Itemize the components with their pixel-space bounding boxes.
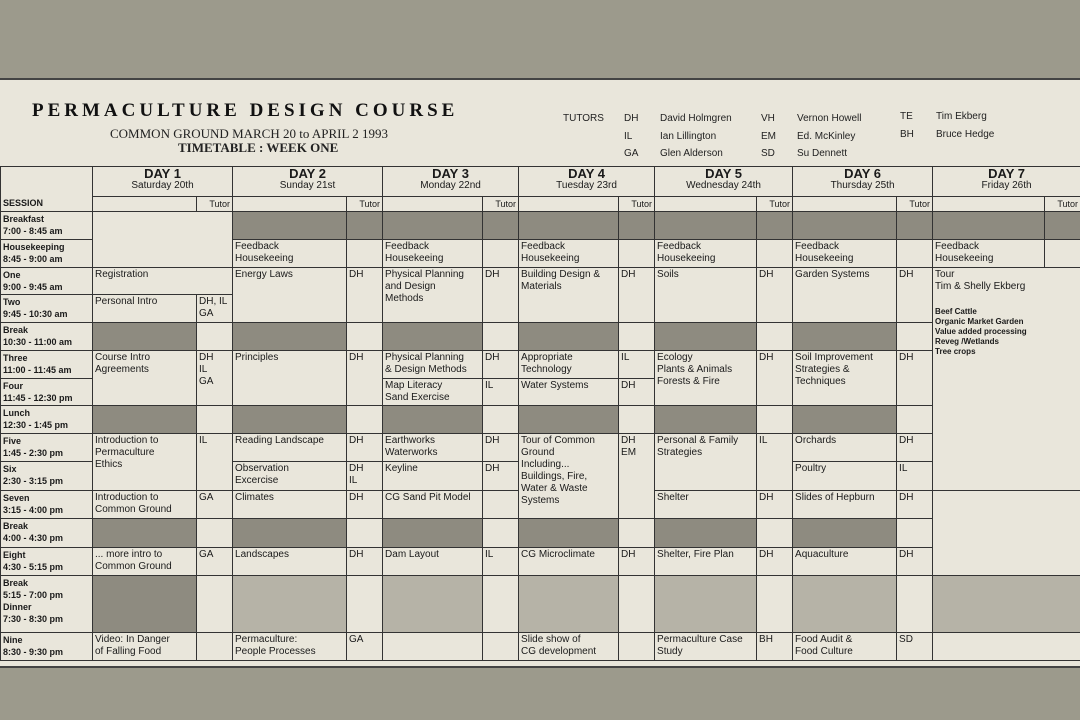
schedule-cell: Tour of Common Ground Including... Buildings, Fire, Water & Waste Systems [519,434,619,519]
schedule-cell: Feedback Housekeeing [519,240,619,268]
session-cell: Nine 8:30 - 9:30 pm [1,633,93,661]
tutor-cell: DH [483,351,519,379]
day-label: DAY 1 [144,166,181,181]
schedule-cell: Slides of Hepburn [793,490,897,518]
session-cell: Four 11:45 - 12:30 pm [1,379,93,406]
day-date: Friday 26th [981,180,1032,191]
tutor-entry: DH David Holmgren [624,113,732,124]
tutor-cell: IL [897,462,933,490]
tutor-cell: DH [897,490,933,518]
schedule-cell: Video: In Danger of Falling Food [93,633,197,661]
tutor-cell: DH IL [347,462,383,490]
schedule-cell: Shelter, Fire Plan [655,547,757,575]
schedule-cell: Introduction to Permaculture Ethics [93,434,197,491]
schedule-cell: Permaculture Case Study [655,633,757,661]
tutor-cell: DH [347,268,383,323]
day-header [655,167,793,197]
day-label: DAY 7 [988,166,1025,181]
day-date: Tuesday 23rd [556,180,617,191]
schedule-cell: Reading Landscape [233,434,347,462]
tour-cell [933,268,1080,491]
day-date: Thursday 25th [830,180,895,191]
day-date: Monday 22nd [420,180,481,191]
schedule-cell: Map Literacy Sand Exercise [383,379,483,406]
tutor-cell: DH [347,490,383,518]
day-date: Wednesday 24th [686,180,761,191]
schedule-cell: Food Audit & Food Culture [793,633,897,661]
schedule-cell: Personal & Family Strategies [655,434,757,491]
tour-list: Beef Cattle Organic Market Garden Value added processing Reveg /Wetlands Tree crops [935,307,1027,356]
day-label: DAY 3 [432,166,469,181]
day-label: DAY 2 [289,166,326,181]
tutor-cell: IL [483,547,519,575]
tutor-column-header: Tutor [347,197,383,212]
tutor-cell: GA [347,633,383,661]
day-header [933,167,1080,197]
schedule-cell: Poultry [793,462,897,490]
schedule-cell: ... more intro to Common Ground [93,547,197,575]
schedule-cell: Permaculture: People Processes [233,633,347,661]
timetable-grid [0,166,1080,661]
session-header: SESSION [1,167,93,212]
tutor-cell: DH [619,268,655,323]
tutor-cell: DH [483,268,519,323]
tutor-cell: DH [483,434,519,462]
tutor-cell: DH, IL GA [197,295,233,323]
day-label: DAY 6 [844,166,881,181]
tutor-entry: GA Glen Alderson [624,148,723,159]
tutor-entry: TE Tim Ekberg [900,111,987,122]
session-cell: Seven 3:15 - 4:00 pm [1,490,93,518]
session-cell: Five 1:45 - 2:30 pm [1,434,93,462]
schedule-cell: Garden Systems [793,268,897,323]
schedule-cell: Aquaculture [793,547,897,575]
schedule-cell: CG Microclimate [519,547,619,575]
tutor-cell: DH [897,547,933,575]
schedule-cell: Observation Excercise [233,462,347,490]
tutor-cell: DH [347,351,383,406]
session-cell: Break 10:30 - 11:00 am [1,323,93,351]
tutor-cell: DH [347,547,383,575]
tutor-cell: DH [897,351,933,406]
session-cell: Break 4:00 - 4:30 pm [1,519,93,547]
day-header [519,167,655,197]
session-cell: Break 5:15 - 7:00 pm Dinner 7:30 - 8:30 pm [1,576,93,633]
tutor-cell: DH IL GA [197,351,233,406]
day-date: Sunday 21st [279,180,336,191]
session-cell: Breakfast 7:00 - 8:45 am [1,212,93,240]
tutor-entry: VH Vernon Howell [761,113,862,124]
tutor-column-header: Tutor [483,197,519,212]
session-cell: Three 11:00 - 11:45 am [1,351,93,379]
schedule-cell: Keyline [383,462,483,490]
schedule-cell: Registration [93,268,233,295]
day-header [383,167,519,197]
tutor-column-header: Tutor [1045,197,1080,212]
tutor-cell: GA [197,547,233,575]
tutor-cell: IL [197,434,233,491]
session-cell: Six 2:30 - 3:15 pm [1,462,93,490]
tutor-column-header: Tutor [897,197,933,212]
schedule-cell: Dam Layout [383,547,483,575]
course-subtitle: COMMON GROUND MARCH 20 to APRIL 2 1993 [110,126,388,141]
tutor-entry: SD Su Dennett [761,148,848,159]
tutor-cell: DH [757,351,793,406]
tutor-cell: DH [757,547,793,575]
tutor-entry: EM Ed. McKinley [761,131,856,142]
schedule-cell: Climates [233,490,347,518]
tutor-cell: DH [483,462,519,490]
schedule-cell: Feedback Housekeeing [655,240,757,268]
schedule-cell: Feedback Housekeeing [383,240,483,268]
schedule-cell: Physical Planning & Design Methods [383,351,483,379]
timetable-sheet [0,78,1080,668]
session-cell: Housekeeping 8:45 - 9:00 am [1,240,93,268]
tutor-cell: DH [897,434,933,462]
tutor-cell: DH [757,268,793,323]
schedule-cell: Personal Intro [93,295,197,323]
schedule-cell: Slide show of CG development [519,633,619,661]
schedule-cell: Orchards [793,434,897,462]
tutor-entry: BH Bruce Hedge [900,129,995,140]
schedule-cell: Water Systems [519,379,619,406]
schedule-cell: Introduction to Common Ground [93,490,197,518]
tutor-cell: GA [197,490,233,518]
schedule-cell: Course Intro Agreements [93,351,197,406]
tour-title: Tour Tim & Shelly Ekberg [935,269,1026,292]
tutor-entry: IL Ian Lillington [624,131,717,142]
session-cell: Two 9:45 - 10:30 am [1,295,93,323]
schedule-cell: Shelter [655,490,757,518]
timetable-heading: TIMETABLE : WEEK ONE [178,140,339,155]
day-header [233,167,383,197]
tutor-cell: IL [483,379,519,406]
tutor-cell: SD [897,633,933,661]
day-header [793,167,933,197]
day-label: DAY 4 [568,166,605,181]
schedule-cell: Feedback Housekeeing [793,240,897,268]
tutors-label: TUTORS [563,113,604,124]
day-label: DAY 5 [705,166,742,181]
schedule-cell: Appropriate Technology [519,351,619,379]
tutor-cell: DH EM [619,434,655,519]
schedule-cell: CG Sand Pit Model [383,490,483,518]
session-cell: Lunch 12:30 - 1:45 pm [1,406,93,434]
day-header [93,167,233,197]
schedule-cell: Soil Improvement Strategies & Techniques [793,351,897,406]
tutor-cell: IL [619,351,655,379]
session-cell: Eight 4:30 - 5:15 pm [1,547,93,575]
schedule-cell: Earthworks Waterworks [383,434,483,462]
session-cell: One 9:00 - 9:45 am [1,268,93,295]
course-title: PERMACULTURE DESIGN COURSE [32,100,459,121]
schedule-cell: Principles [233,351,347,406]
tutor-cell: BH [757,633,793,661]
schedule-cell: Energy Laws [233,268,347,323]
day-date: Saturday 20th [131,180,194,191]
schedule-cell: Physical Planning and Design Methods [383,268,483,323]
schedule-cell: Feedback Housekeeing [933,240,1045,268]
tutor-cell: DH [757,490,793,518]
schedule-cell: Landscapes [233,547,347,575]
schedule-cell: Building Design & Materials [519,268,619,323]
tutor-column-header: Tutor [757,197,793,212]
tutor-cell: DH [619,547,655,575]
schedule-cell: Ecology Plants & Animals Forests & Fire [655,351,757,406]
tutor-cell: DH [347,434,383,462]
tutor-column-header: Tutor [197,197,233,212]
tutor-column-header: Tutor [619,197,655,212]
tutor-cell: DH [619,379,655,406]
tutor-cell: DH [897,268,933,323]
tutor-cell: IL [757,434,793,491]
schedule-cell: Feedback Housekeeing [233,240,347,268]
schedule-cell: Soils [655,268,757,323]
